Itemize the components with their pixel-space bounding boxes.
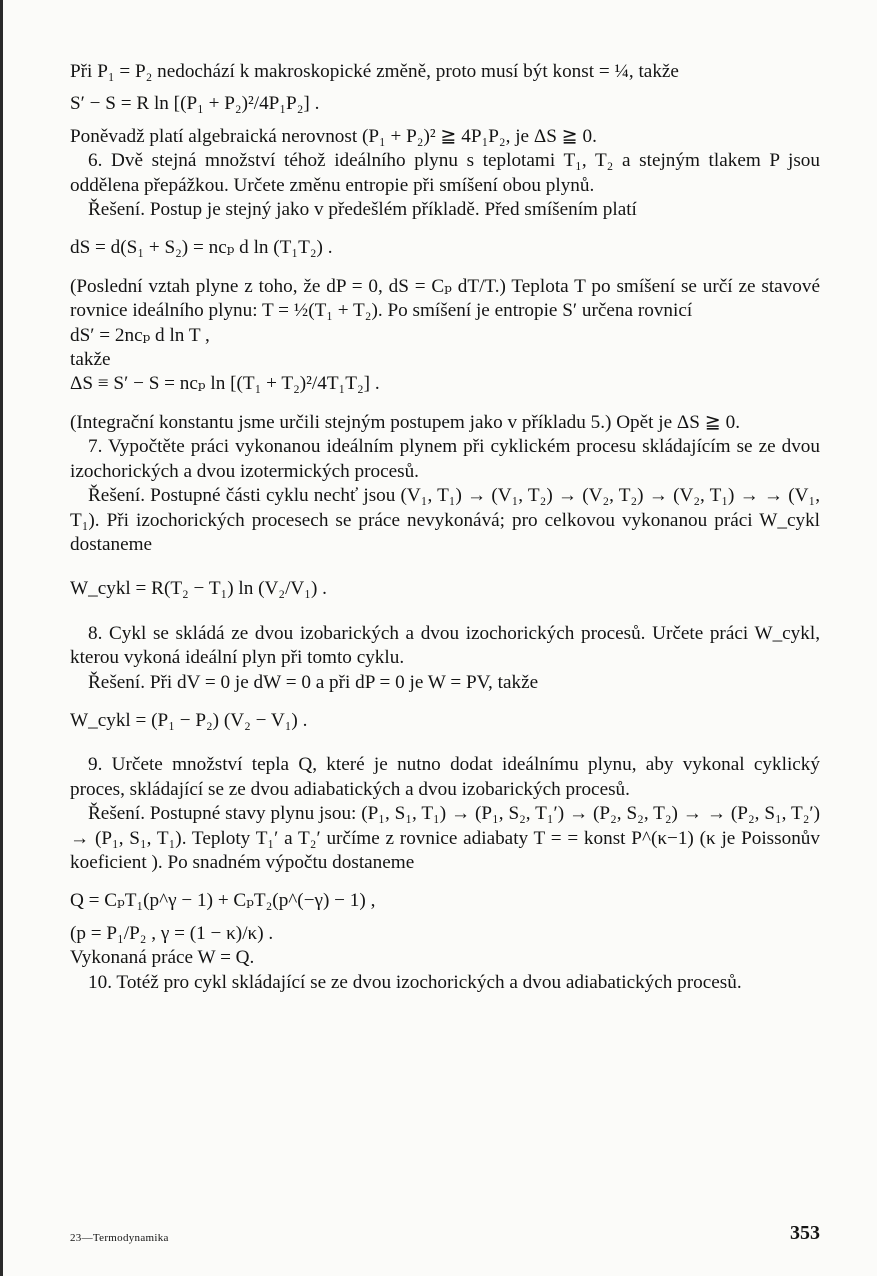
solution-7: Řešení. Postupné části cyklu nechť jsou (V₁, T₁) → (V₁, T₂) → (V₂, T₂) → (V₂, T₁) → → (V₁, T₁). Při izochorických procesech se práce nevykonává; pro celkovou vykonanou práci W_cykl dostaneme	[70, 485, 820, 555]
problem-9: 9. Určete množství tepla Q, které je nutno dodat ideálnímu plynu, aby vykonal cyklický proces, skládající se ze dvou adiabatických a dvou izobarických procesů.	[70, 754, 820, 800]
problem-8: 8. Cykl se skládá ze dvou izobarických a dvou izochorických procesů. Určete práci W_cykl, kterou vykoná ideální plyn při tomto cyklu.	[70, 622, 820, 669]
text-paragraph: (Poslední vztah plyne z toho, že dP = 0, dS = Cₚ dT/T.) Teplota T po smíšení se určí ze stavové rovnice ideálního plynu: T = ½(T₁ + T₂). Po smíšení je entropie S′ určena rovnicí	[70, 275, 820, 322]
running-head: 23—Termodynamika	[70, 1232, 169, 1244]
equation: (p = P₁/P₂ , γ = (1 − κ)/κ) .	[70, 922, 274, 944]
equation: S′ − S = R ln [(P₁ + P₂)²/4P₁P₂] .	[70, 93, 320, 115]
solution-9: Řešení. Postupné stavy plynu jsou: (P₁, S₁, T₁) → (P₁, S₂, T₁′) → (P₂, S₂, T₂) → → (P₂, S₁, T₂′) → (P₁, S₁, T₁). Teploty T₁′ a T₂′ určíme z rovnice adiabaty T = = konst P^(κ−1) (κ je Poissonův koeficient ). Po snadném výpočtu dostaneme	[70, 803, 820, 873]
solution-6: Řešení. Postup je stejný jako v předešlém příkladě. Před smíšením platí	[88, 199, 637, 221]
equation: W_cykl = (P₁ − P₂) (V₂ − V₁) .	[70, 709, 308, 731]
text-line: Vykonaná práce W = Q.	[70, 947, 255, 969]
text-line: Poněvadž platí algebraická nerovnost (P₁ + P₂)² ≧ 4P₁P₂, je ΔS ≧ 0.	[70, 125, 597, 147]
equation: dS′ = 2ncₚ d ln T ,	[70, 324, 210, 346]
text-line: takže	[70, 349, 111, 371]
equation: dS = d(S₁ + S₂) = ncₚ d ln (T₁T₂) .	[70, 237, 333, 259]
equation: Q = CₚT₁(p^γ − 1) + CₚT₂(p^(−γ) − 1) ,	[70, 890, 376, 912]
text-paragraph: (Integrační konstantu jsme určili stejným postupem jako v příkladu 5.) Opět je ΔS ≧ 0.	[70, 411, 741, 433]
page-footer	[70, 1222, 820, 1252]
page-binding-edge	[0, 0, 3, 1276]
solution-8: Řešení. Při dV = 0 je dW = 0 a při dP = 0 je W = PV, takže	[88, 671, 539, 693]
problem-7: 7. Vypočtěte práci vykonanou ideálním plynem při cyklickém procesu skládajícím se ze dvou izochorických a dvou izotermických procesů.	[70, 436, 820, 482]
problem-10: 10. Totéž pro cykl skládající se ze dvou izochorických a dvou adiabatických procesů.	[88, 971, 742, 993]
equation: W_cykl = R(T₂ − T₁) ln (V₂/V₁) .	[70, 578, 327, 600]
page-number: 353	[790, 1222, 820, 1244]
text-line: Při P₁ = P₂ nedochází k makroskopické změně, proto musí být konst = ¼, takže	[70, 61, 679, 82]
problem-6: 6. Dvě stejná množství téhož ideálního plynu s teplotami T₁, T₂ a stejným tlakem P jsou oddělena přepážkou. Určete změnu entropie při smíšení obou plynů.	[70, 150, 820, 196]
equation: ΔS ≡ S′ − S = ncₚ ln [(T₁ + T₂)²/4T₁T₂] .	[70, 373, 380, 395]
page-text	[70, 60, 820, 995]
